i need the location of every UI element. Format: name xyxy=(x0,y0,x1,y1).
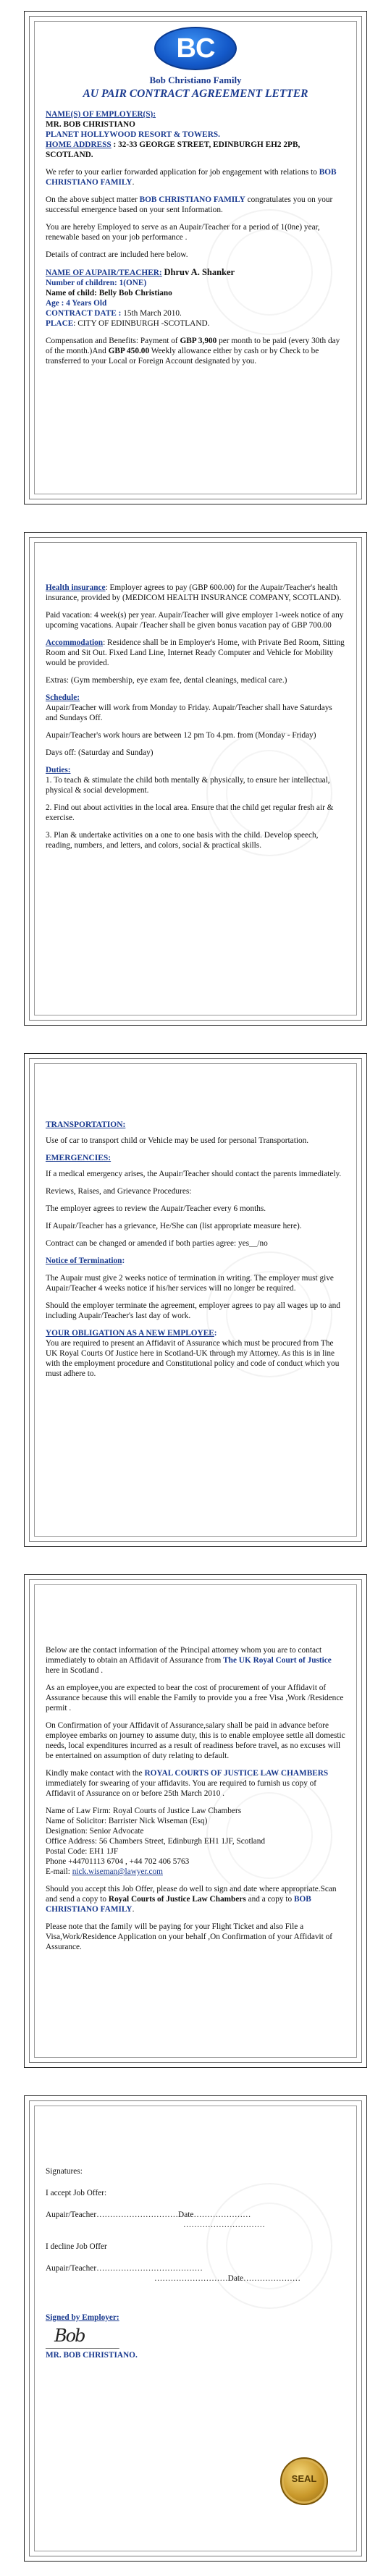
schedule-heading: Schedule: xyxy=(46,693,80,702)
paid-vacation: Paid vacation: 4 week(s) per year. Aupair/Teacher will give employer 1-week notice of any upcoming vacations. Aupair /Teacher shall be given bonus vacation pay of GBP 700.00 xyxy=(46,611,344,630)
transportation-heading: TRANSPORTATION: xyxy=(46,1120,126,1129)
obligation-heading: YOUR OBLIGATION AS A NEW EMPLOYEE: xyxy=(46,1329,217,1338)
gold-seal: SEAL xyxy=(280,2457,328,2505)
duties-heading: Duties: xyxy=(46,766,71,774)
contract-date: CONTRACT DATE : 15th March 2010. xyxy=(46,309,182,318)
contract-change: Contract can be changed or amended if both parties agree: yes__/no xyxy=(46,1239,268,1248)
termination-text-2: Should the employer terminate the agreement, employer agrees to pay all wages up to and including Aupair/Teacher's last day of work. xyxy=(46,1301,340,1320)
schedule-text: Aupair/Teacher will work from Monday to Friday. Aupair/Teacher shall have Saturdays and Sundays Off. xyxy=(46,704,332,722)
decline-offer-label: I decline Job Offer xyxy=(46,2242,107,2251)
page-2 xyxy=(29,537,362,1021)
decline-date-line[interactable]: ………………………Date………………… xyxy=(154,2274,301,2283)
reviews-heading: Reviews, Raises, and Grievance Procedures: xyxy=(46,1187,192,1196)
signed-by-employer: Signed by Employer: xyxy=(46,2313,119,2322)
page-3 xyxy=(29,1058,362,1542)
employer-name-signed: MR. BOB CHRISTIANO. xyxy=(46,2351,138,2360)
procurement-cost: As an employee,you are expected to bear the cost of procurement of your Affidavit of Assurance because this will enable the Family to provide you a free Visa ,Work /Residence permit . xyxy=(46,1684,344,1713)
accept-offer-label: I accept Job Offer: xyxy=(46,2189,107,2197)
flight-note: Please note that the family will be paying for your Flight Ticket and also File a Visa,Work/Residence Application on your behalf ,On Confirmation of your Affidavit of Assurance. xyxy=(46,1922,333,1951)
office-address: Office Address: 56 Chambers Street, Edinburgh EH1 1JF, Scotland xyxy=(46,1837,266,1846)
family-name: Bob Christiano Family xyxy=(149,75,242,85)
obligation-text: You are required to present an Affidavit of Assurance which must be procured from The UK Royal Courts Of Justice here in Scotland-UK through my Attorney. As this is in line with the employment procedure and Constitutional policy and code of conduct which you must adhere to. xyxy=(46,1339,340,1378)
letter-title: AU PAIR CONTRACT AGREEMENT LETTER xyxy=(83,88,308,100)
children-count: Number of children: 1(ONE) xyxy=(46,279,147,287)
health-insurance: Health insurance: Employer agrees to pay (GBP 600.00) for the Aupair/Teacher's health insurance, provided by (MEDICOM HEALTH INSURANCE COMPANY, SCOTLAND). xyxy=(46,583,342,602)
acceptance-instructions: Should you accept this Job Offer, please do well to sign and date where appropriate.Scan and send a copy to Royal Courts of Justice Law Chambers and a copy to BOB CHRISTIANO FAMILY. xyxy=(46,1885,337,1914)
duty-1: 1. To teach & stimulate the child both mentally & physically, to ensure her intellectual, physical & social development. xyxy=(46,776,330,795)
employer-company: PLANET HOLLYWOOD RESORT & TOWERS. xyxy=(46,130,220,139)
affidavit-confirmation: On Confirmation of your Affidavit of Assurance,salary shall be paid in advance before employee embarks on journey to assume duty, this is to enable employee settle all domestic needs, local expenditures incurred as a result of readiness before travel, as no excuses will be entertained on assumption of duty relating to default. xyxy=(46,1721,345,1760)
solicitor-name: Name of Solicitor: Barrister Nick Wiseman (Esq) xyxy=(46,1817,208,1825)
paragraph-compensation: Compensation and Benefits: Payment of GBP 3,900 per month to be paid (every 30th day of the month.)And GBP 450.00 Weekly allowance either by cash or by Check to be transferred to your Local or Foreign Account designated by you. xyxy=(46,337,340,366)
accept-date-line[interactable]: ………………………… xyxy=(183,2221,265,2229)
termination-heading: Notice of Termination: xyxy=(46,1257,125,1265)
review-text: The employer agrees to review the Aupair/Teacher every 6 months. xyxy=(46,1204,266,1213)
transportation-text: Use of car to transport child or Vehicle may be used for personal Transportation. xyxy=(46,1136,309,1145)
employer-name: MR. BOB CHRISTIANO xyxy=(46,120,135,129)
child-name: Name of child: Belly Bob Christiano xyxy=(46,289,172,297)
work-hours: Aupair/Teacher's work hours are between 12 pm To 4.pm. from (Monday - Friday) xyxy=(46,731,316,740)
employer-label: NAME(S) OF EMPLOYER(S): xyxy=(46,110,156,119)
family-logo: BC xyxy=(154,27,237,70)
home-address: HOME ADDRESS : 32-33 GEORGE STREET, EDINBURGH EH2 2PB, SCOTLAND. xyxy=(46,140,300,159)
days-off: Days off: (Saturday and Sunday) xyxy=(46,748,154,757)
email-link[interactable]: nick.wiseman@lawyer.com xyxy=(72,1867,163,1876)
contact-instructions: Kindly make contact with the ROYAL COURTS OF JUSTICE LAW CHAMBERS immediately for swearing of your affidavits. You are required to furnish us copy of Affidavit of Assurance on or before 25th March 2010 . xyxy=(46,1769,329,1798)
postal-code: Postal Code: EH1 1JF xyxy=(46,1847,119,1856)
child-age: Age : 4 Years Old xyxy=(46,299,107,308)
page-5 xyxy=(29,2100,362,2556)
duty-2: 2. Find out about activities in the local area. Ensure that the child get regular fresh air & exercise. xyxy=(46,803,334,822)
page-4 xyxy=(29,1579,362,2063)
law-firm-name: Name of Law Firm: Royal Courts of Justice Law Chambers xyxy=(46,1807,242,1815)
email-line: E-mail: nick.wiseman@lawyer.com xyxy=(46,1867,163,1876)
paragraph-details: Details of contract are included here below. xyxy=(46,250,188,259)
emergencies-heading: EMERGENCIES: xyxy=(46,1154,112,1162)
paragraph-congratulations: On the above subject matter BOB CHRISTIANO FAMILY congratulates you on your successful emergence based on your sent Information. xyxy=(46,195,333,214)
contract-place: PLACE: CITY OF EDINBURGH -SCOTLAND. xyxy=(46,319,210,328)
accommodation: Accommodation: Residence shall be in Employer's Home, with Private Bed Room, Sitting Room and Sit Out. Fixed Land Line, Internet Ready Computer and Vehicle for Mobility would be provided. xyxy=(46,638,345,667)
solicitor-designation: Designation: Senior Advocate xyxy=(46,1827,144,1836)
grievance-text: If Aupair/Teacher has a grievance, He/She can (list appropriate measure here). xyxy=(46,1222,302,1230)
duty-3: 3. Plan & undertake activities on a one to one basis with the child. Develop speech, reading, numbers, and letters, and colors, social & practical skills. xyxy=(46,831,319,850)
paragraph-application: We refer to your earlier forwarded application for job engagement with relations to BOB CHRISTIANO FAMILY. xyxy=(46,168,337,187)
extras: Extras: (Gym membership, eye exam fee, dental cleanings, medical care.) xyxy=(46,676,287,685)
page-1 xyxy=(29,16,362,499)
attorney-intro: Below are the contact information of the Principal attorney whom you are to contact immediately to obtain an Affidavit of Assurance from The UK Royal Court of Justice here in Scotland . xyxy=(46,1646,332,1675)
paragraph-employment: You are hereby Employed to serve as an Aupair/Teacher for a period of 1(0ne) year, renewable based on your job performance . xyxy=(46,223,320,242)
phone-numbers: Phone +44701113 6704 , +44 702 406 5763 xyxy=(46,1857,190,1866)
decline-signature-line[interactable]: Aupair/Teacher………………………………… xyxy=(46,2264,203,2273)
termination-text-1: The Aupair must give 2 weeks notice of termination in writing. The employer must give Aupair/Teacher 4 weeks notice if his/her services will no longer be required. xyxy=(46,1274,334,1293)
signatures-heading: Signatures: xyxy=(46,2167,83,2176)
employer-signature: Bob xyxy=(54,2326,85,2346)
signature-underline: __________________ xyxy=(46,2341,119,2349)
emergencies-text: If a medical emergency arises, the Aupair/Teacher should contact the parents immediately. xyxy=(46,1170,342,1178)
accept-signature-line[interactable]: Aupair/Teacher…………………………Date………………… xyxy=(46,2210,251,2219)
aupair-name: NAME OF AUPAIR/TEACHER: Dhruv A. Shanker xyxy=(46,267,235,277)
law-firm-details xyxy=(46,1806,345,1877)
